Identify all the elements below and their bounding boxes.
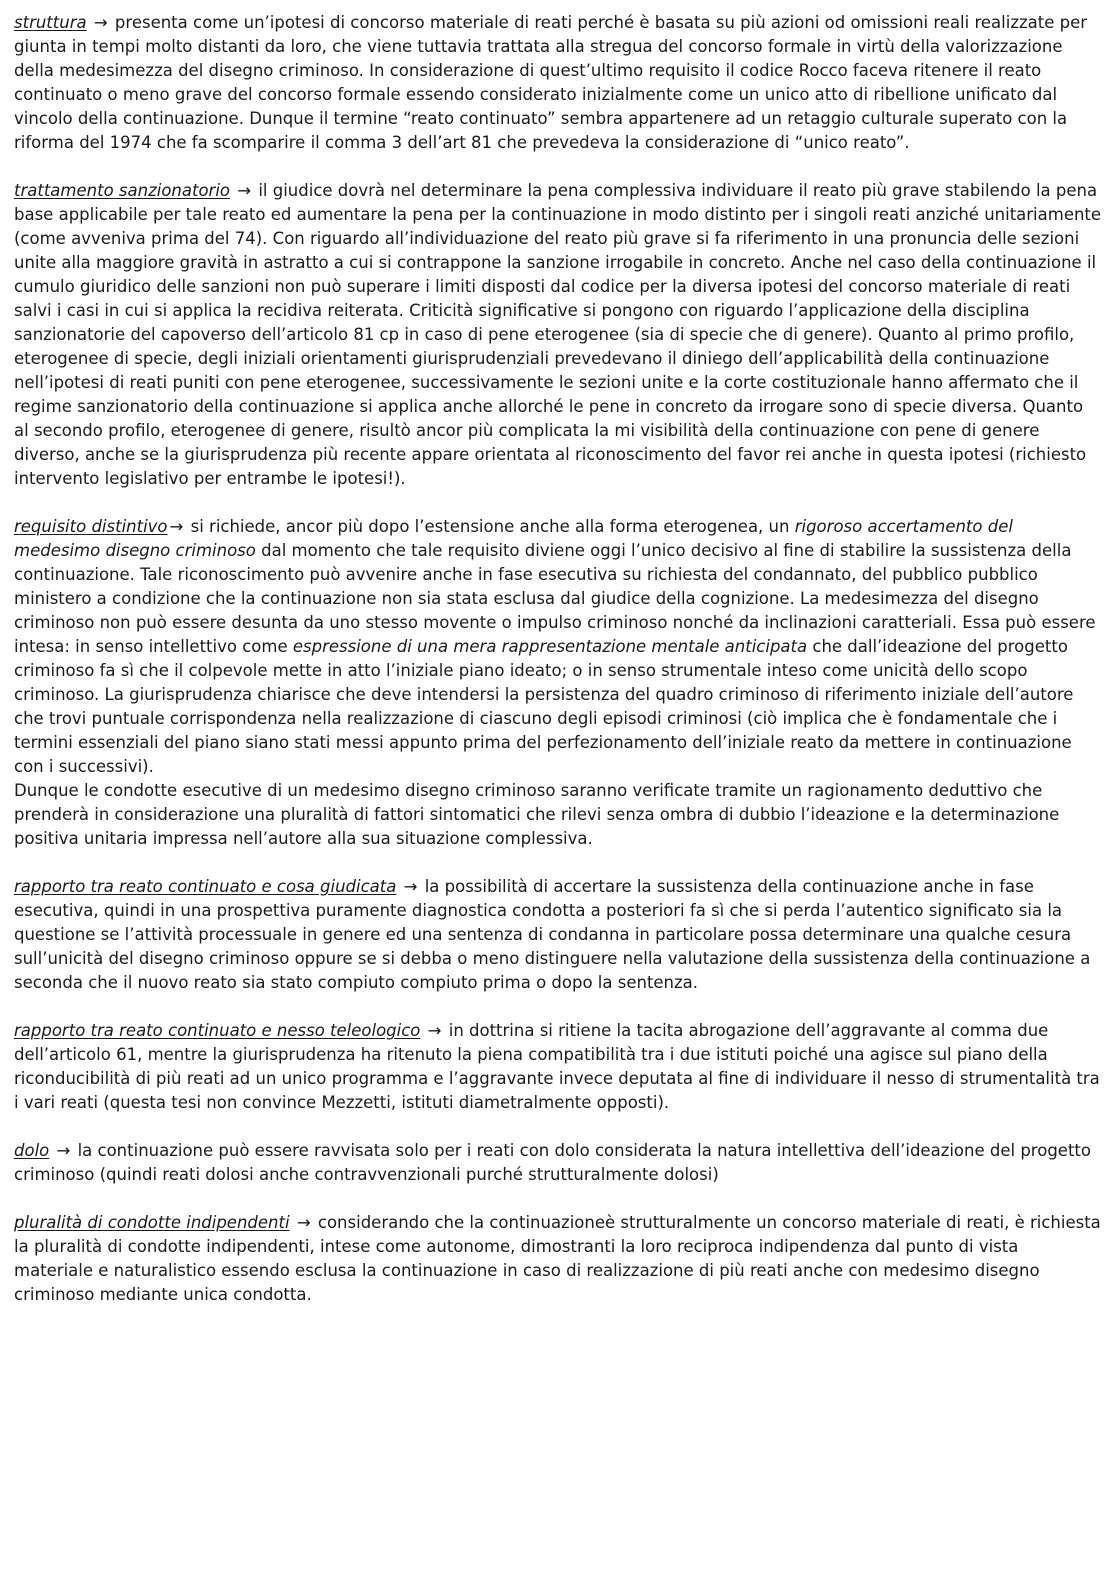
text-struttura: presenta come un’ipotesi di concorso materiale di reati perché è basata su più azioni od omissioni reali realizzate per giunta in tempi molto distanti da loro, che viene tuttavia trattata alla stregua del concorso formale in virtù della valorizzazione della medesimezza del disegno criminoso. In considerazione di quest’ultimo requisito il codice Rocco faceva ritenere il reato continuato o meno grave del concorso formale essendo considerato inizialmente come un unico atto di ribellione unificato dal vincolo della continuazione. Dunque il termine “reato continuato” sembra appartenere ad un retaggio culturale superato con la riforma del 1974 che fa scomparire il comma 3 dell’art 81 che prevedeva la considerazione di “unico reato”. [14, 13, 1088, 152]
text-trattamento: il giudice dovrà nel determinare la pena complessiva individuare il reato più grave stabilendo la pena base applicabile per tale reato ed aumentare la pena per la continuazione in modo distinto per i singoli reati anziché unitariamente (come avveniva prima del 74). Con riguardo all’individuazione del reato più grave si fa riferimento in una pronuncia delle sezioni unite alla maggiore gravità in astratto a cui si contrappone la sanzione irrogabile in concreto. Anche nel caso della continuazione il cumulo giuridico delle sanzioni non può superare i limiti disposti dal codice per la diversa ipotesi del concorso materiale di reati salvi i casi in cui si applica la recidiva reiterata. Criticità significative si pongono con riguardo l’applicazione della disciplina sanzionatorie del capoverso dell’articolo 81 cp in caso di pene eterogenee (sia di specie che di genere). Quanto al primo profilo, eterogenee di specie, degli iniziali orientamenti giurisprudenziali prevedevano il diniego dell’applicabilità della continuazione nell’ipotesi di reati puniti con pene eterogenee, successivamente le sezioni unite e la corte costituzionale hanno affermato che il regime sanzionatorio della continuazione si applica anche allorché le pene in concreto da irrogare sono di specie diversa. Quanto al secondo profilo, eterogenee di genere, risultò ancor più complicata la mi visibilità della continuazione con pene di genere diverso, anche se la giurisprudenza più recente appare orientata al riconoscimento del favor rei anche in questa ipotesi (richiesto intervento legislativo per entrambe le ipotesi!). [14, 181, 1102, 488]
arrow-icon: → [56, 1141, 71, 1160]
paragraph-nesso [14, 1019, 1102, 1115]
paragraph-requisito-continued [14, 779, 1102, 851]
arrow-icon: → [169, 517, 184, 536]
heading-struttura: struttura [14, 13, 87, 32]
heading-dolo: dolo [14, 1141, 50, 1160]
heading-trattamento: trattamento sanzionatorio [14, 181, 231, 200]
italic-requisito-1: rigoroso accertamento del medesimo disegno criminoso [14, 517, 1013, 560]
paragraph-pluralita [14, 1211, 1102, 1307]
text-dolo: la continuazione può essere ravvisata solo per i reati con dolo considerata la natura intellettiva dell’ideazione del progetto criminoso (quindi reati dolosi anche contravvenzionali purché strutturalmente dolosi) [14, 1141, 1091, 1184]
text-nesso: in dottrina si ritiene la tacita abrogazione dell’aggravante al comma due dell’articolo 61, mentre la giurisprudenza ha ritenuto la piena compatibilità tra i due istituti poiché una agisce sul piano della riconducibilità di più reati ad un unico programma e l’aggravante invece deputata al fine di individuare il nesso di strumentalità tra i vari reati (questa tesi non convince Mezzetti, istituti diametralmente opposti). [14, 1021, 1100, 1112]
text-cosa-giudicata: la possibilità di accertare la sussistenza della continuazione anche in fase esecutiva, quindi in una prospettiva puramente diagnostica condotta a posteriori fa sì che si perda l’autentico significato sia la questione se l’attività processuale in genere ed una sentenza di condanna in particolare possa determinare una qualche cesura sull’unicità del disegno criminoso oppure se si debba o meno distinguere nella valutazione della sussistenza della continuazione a seconda che il nuovo reato sia stato compiuto compiuto prima o dopo la sentenza. [14, 877, 1091, 992]
paragraph-trattamento [14, 179, 1102, 491]
italic-requisito-2: espressione di una mera rappresentazione mentale anticipata [292, 637, 808, 656]
arrow-icon: → [93, 13, 108, 32]
heading-requisito: requisito distintivo [14, 517, 168, 536]
heading-pluralita: pluralità di condotte indipendenti [14, 1213, 290, 1232]
heading-cosa-giudicata: rapporto tra reato continuato e cosa giudicata [14, 877, 397, 896]
paragraph-cosa-giudicata [14, 875, 1102, 995]
text-pluralita: considerando che la continuazioneè strutturalmente un concorso materiale di reati, è richiesta la pluralità di condotte indipendenti, intese come autonome, dimostranti la loro reciproca indipendenza dal punto di vista materiale e naturalistico essendo esclusa la continuazione in caso di realizzazione di più reati anche con medesimo disegno criminoso mediante unica condotta. [14, 1213, 1101, 1304]
arrow-icon: → [427, 1021, 442, 1040]
text-requisito-3: che dall’ideazione del progetto criminoso fa sì che il colpevole mette in atto l’iniziale piano ideato; o in senso strumentale inteso come unicità dello scopo criminoso. La giurisprudenza chiarisce che deve intendersi la persistenza del quadro criminoso di riferimento iniziale dell’autore che trovi puntuale corrispondenza nella realizzazione di ciascuno degli episodi criminosi (ciò implica che è fondamentale che i termini essenziali del piano siano stati messi appunto prima del perfezionamento dell’iniziale reato da mettere in continuazione con i successivi). [14, 637, 1074, 776]
document-page [14, 11, 1102, 1307]
arrow-icon: → [296, 1213, 311, 1232]
paragraph-dolo [14, 1139, 1102, 1187]
paragraph-requisito [14, 515, 1102, 779]
arrow-icon: → [403, 877, 418, 896]
text-requisito-1: si richiede, ancor più dopo l’estensione anche alla forma eterogenea, un [185, 517, 795, 536]
paragraph-struttura [14, 11, 1102, 155]
heading-nesso: rapporto tra reato continuato e nesso teleologico [14, 1021, 421, 1040]
text-requisito-4: Dunque le condotte esecutive di un medesimo disegno criminoso saranno verificate tramite un ragionamento deduttivo che prenderà in considerazione una pluralità di fattori sintomatici che rilevi senza ombra di dubbio l’ideazione e la determinazione positiva unitaria impressa nell’autore alla sua situazione complessiva. [14, 781, 1060, 848]
arrow-icon: → [237, 181, 252, 200]
text-requisito-2: dal momento che tale requisito diviene oggi l’unico decisivo al fine di stabilire la sussistenza della continuazione. Tale riconoscimento può avvenire anche in fase esecutiva su richiesta del condannato, del pubblico pubblico ministero a condizione che la continuazione non sia stata esclusa dal giudice della cognizione. La medesimezza del disegno criminoso non può essere desunta da uno stesso movente o impulso criminoso nonché da inclinazioni caratteriali. Essa può essere intesa: in senso intellettivo come [14, 541, 1096, 656]
